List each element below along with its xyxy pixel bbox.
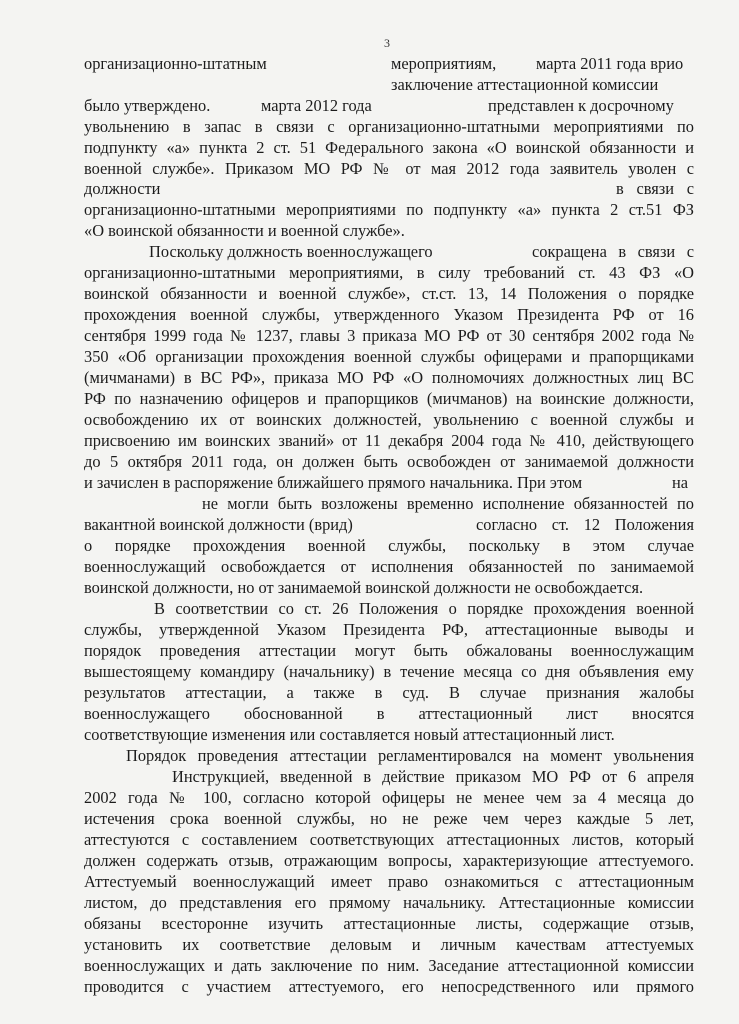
text-line-42: обязаны всесторонне изучить аттестационные листы, содержащие отзыв, xyxy=(84,914,694,933)
text-line-24: о порядке прохождения военной службы, поскольку в этом случае xyxy=(84,536,694,555)
text-fragment: не могли быть возложены временно исполнение обязанностей по xyxy=(202,494,694,513)
text-fragment: должности xyxy=(84,179,161,198)
text-fragment: В соответствии со ст. 26 Положения о порядке прохождения военной xyxy=(154,599,694,618)
text-fragment: заключение аттестационной комиссии xyxy=(391,75,659,94)
text-line-29: порядок проведения аттестации могут быть обжалованы военнослужащим xyxy=(84,641,694,660)
text-line-1 xyxy=(84,54,694,74)
text-fragment: мероприятиям, xyxy=(391,54,497,73)
text-fragment: согласно ст. 12 Положения xyxy=(476,515,694,534)
text-fragment: в связи с xyxy=(616,179,694,198)
text-line-15: 350 «Об организации прохождения военной службы офицерами и прапорщиками xyxy=(84,347,694,366)
text-line-38: аттестуются с составлением соответствующих аттестационных листов, который xyxy=(84,830,694,849)
text-line-7 xyxy=(84,179,694,199)
text-line-3 xyxy=(84,96,694,116)
text-line-36: 2002 года № 100, согласно которой офицеры не менее чем за 4 месяца до xyxy=(84,788,694,807)
text-fragment: организационно-штатным xyxy=(84,54,267,73)
text-line-21 xyxy=(84,473,694,493)
text-fragment: сокращена в связи с xyxy=(532,242,694,261)
text-line-9: «О воинской обязанности и военной службе». xyxy=(84,221,405,240)
text-line-27 xyxy=(84,599,694,619)
text-fragment: было утверждено. xyxy=(84,96,211,115)
text-fragment: Инструкцией, введенной в действие приказом МО РФ от 6 апреля xyxy=(172,767,694,786)
text-line-17: РФ по назначению офицеров и прапорщиков (мичманов) на воинские должности, xyxy=(84,389,694,408)
text-fragment: вакантной воинской должности (врид) xyxy=(84,515,353,534)
text-line-13: прохождения военной службы, утвержденного Указом Президента РФ от 16 xyxy=(84,305,694,324)
text-fragment: марта 2011 года врио xyxy=(536,54,684,73)
text-line-35 xyxy=(84,767,694,787)
text-line-22 xyxy=(84,494,694,514)
text-line-12: воинской обязанности и военной службе», ст.ст. 13, 14 Положения о порядке xyxy=(84,284,694,303)
text-line-33: соответствующие изменения или составляется новый аттестационный лист. xyxy=(84,725,615,744)
text-fragment: на xyxy=(672,473,689,492)
text-line-26: воинской должности, но от занимаемой воинской должности не освобождается. xyxy=(84,578,644,597)
text-line-23 xyxy=(84,515,694,535)
text-line-31: результатов аттестации, а также в суд. В случае признания жалобы xyxy=(84,683,694,702)
text-line-14: сентября 1999 года № 1237, главы 3 приказа МО РФ от 30 сентября 2002 года № xyxy=(84,326,694,345)
text-line-19: присвоению им воинских званий» от 11 декабря 2004 года № 410, действующего xyxy=(84,431,694,450)
text-line-28: службы, утвержденной Указом Президента РФ, аттестационные выводы и xyxy=(84,620,694,639)
text-line-6: военной службе». Приказом МО РФ № от мая 2012 года заявитель уволен с xyxy=(84,159,694,178)
text-line-4: увольнению в запас в связи с организационно-штатными мероприятиями по xyxy=(84,117,694,136)
text-line-8: организационно-штатными мероприятиями по подпункту «а» пункта 2 ст.51 ФЗ xyxy=(84,200,694,219)
text-line-20: до 5 октября 2011 года, он должен быть освобожден от занимаемой должности xyxy=(84,452,694,471)
text-line-37: истечения срока военной службы, но не реже чем через каждые 5 лет, xyxy=(84,809,694,828)
text-line-40: Аттестуемый военнослужащий имеет право ознакомиться с аттестационным xyxy=(84,872,694,891)
text-fragment: Порядок проведения аттестации регламентировался на момент увольнения xyxy=(126,746,694,765)
text-line-5: подпункту «а» пункта 2 ст. 51 Федерального закона «О воинской обязанности и xyxy=(84,138,694,157)
text-line-25: военнослужащий освобождается от исполнения обязанностей по занимаемой xyxy=(84,557,694,576)
text-fragment: представлен к досрочному xyxy=(488,96,674,115)
text-line-43: установить их соответствие деловым и личным качествам аттестуемых xyxy=(84,935,694,954)
text-fragment: марта 2012 года xyxy=(261,96,372,115)
text-fragment: и зачислен в распоряжение ближайшего прямого начальника. При этом xyxy=(84,473,583,492)
text-line-18: освобождению их от воинских должностей, увольнению с военной службы и xyxy=(84,410,694,429)
page-number: 3 xyxy=(384,36,390,50)
text-line-2 xyxy=(84,75,694,95)
text-line-10 xyxy=(84,242,694,262)
text-line-32: военнослужащего обоснованной в аттестационный лист вносятся xyxy=(84,704,694,723)
text-line-41: листом, до представления его прямому начальнику. Аттестационные комиссии xyxy=(84,893,694,912)
text-line-16: (мичманами) в ВС РФ», приказа МО РФ «О полномочиях должностных лиц ВС xyxy=(84,368,694,387)
text-fragment: Поскольку должность военнослужащего xyxy=(149,242,433,261)
text-line-34 xyxy=(84,746,694,766)
text-line-44: военнослужащих и дать заключение по ним. Заседание аттестационной комиссии xyxy=(84,956,694,975)
text-line-30: вышестоящему командиру (начальнику) в течение месяца со дня объявления ему xyxy=(84,662,694,681)
text-line-11: организационно-штатными мероприятиями, в силу требований ст. 43 ФЗ «О xyxy=(84,263,694,282)
text-line-39: должен содержать отзыв, отражающим вопросы, характеризующие аттестуемого. xyxy=(84,851,694,870)
text-line-45: проводится с участием аттестуемого, его непосредственного или прямого xyxy=(84,977,694,996)
